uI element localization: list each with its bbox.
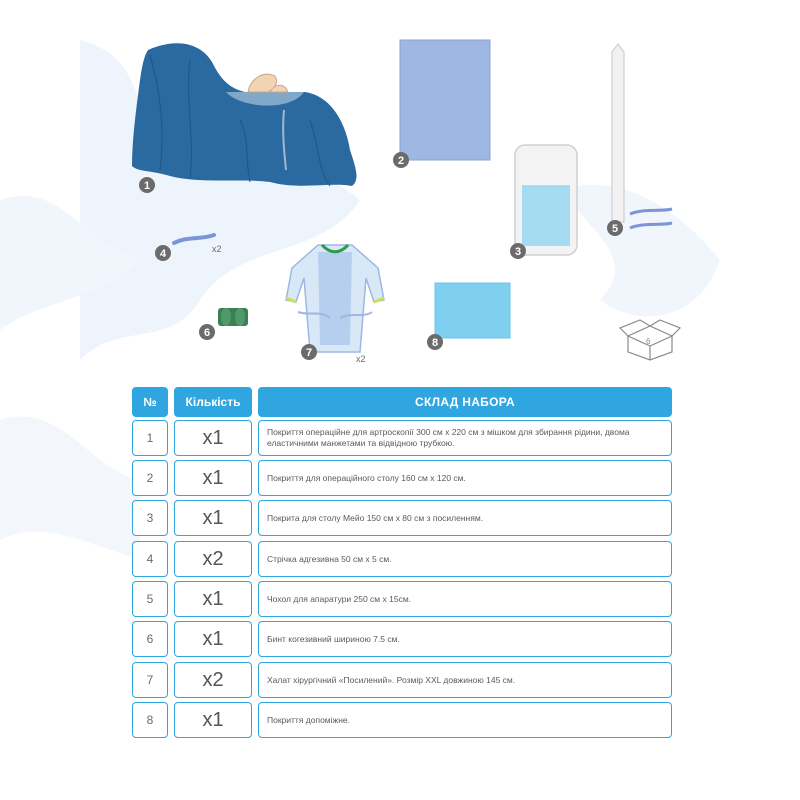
svg-text:2: 2 bbox=[397, 155, 405, 167]
table-row bbox=[132, 662, 672, 698]
svg-text:8: 8 bbox=[431, 337, 439, 349]
row-num: 5 bbox=[132, 581, 168, 617]
surgical-gown-icon bbox=[286, 245, 384, 364]
bandage-icon bbox=[218, 308, 248, 326]
row-description: Чохол для апаратури 250 см х 15см. bbox=[258, 581, 672, 617]
row-qty: x1 bbox=[174, 702, 252, 738]
table-row bbox=[132, 420, 672, 456]
svg-text:1: 1 bbox=[143, 180, 151, 192]
table-row bbox=[132, 541, 672, 577]
header-num: № bbox=[132, 387, 168, 417]
row-description: Стрічка адгезивна 50 см х 5 см. bbox=[258, 541, 672, 577]
svg-text:6: 6 bbox=[646, 337, 651, 346]
row-description: Покрита для столу Мейо 150 см х 80 см з посиленням. bbox=[258, 500, 672, 536]
badge-1 bbox=[139, 177, 155, 193]
row-num: 1 bbox=[132, 420, 168, 456]
table-row bbox=[132, 702, 672, 738]
row-description: Покриття для операційного столу 160 см х 120 см. bbox=[258, 460, 672, 496]
box-icon bbox=[620, 320, 680, 360]
kit-illustrations bbox=[0, 0, 800, 390]
row-qty: x1 bbox=[174, 621, 252, 657]
row-description: Покриття операційне для артроскопії 300 см х 220 см з мішком для збирання рідини, двома еластичними манжетами та відвідною трубкою. bbox=[258, 420, 672, 456]
table-cover-icon bbox=[400, 40, 490, 160]
row-qty: x1 bbox=[174, 581, 252, 617]
header-qty: Кількість bbox=[174, 387, 252, 417]
row-num: 2 bbox=[132, 460, 168, 496]
table-row bbox=[132, 581, 672, 617]
badge-2 bbox=[393, 152, 409, 168]
adhesive-tape-icon bbox=[174, 235, 222, 254]
row-qty: x1 bbox=[174, 500, 252, 536]
badge-3 bbox=[510, 243, 526, 259]
svg-text:x2: x2 bbox=[212, 244, 222, 254]
row-description: Халат хірургічний «Посилений». Розмір XXL довжиною 145 см. bbox=[258, 662, 672, 698]
svg-text:6: 6 bbox=[203, 327, 211, 339]
row-num: 3 bbox=[132, 500, 168, 536]
table-row bbox=[132, 621, 672, 657]
mayo-cover-icon bbox=[515, 145, 577, 255]
row-description: Бинт когезивний шириною 7.5 см. bbox=[258, 621, 672, 657]
row-qty: x1 bbox=[174, 460, 252, 496]
arthroscopy-drape-icon bbox=[132, 43, 356, 186]
badge-6 bbox=[199, 324, 215, 340]
row-qty: x2 bbox=[174, 541, 252, 577]
svg-text:4: 4 bbox=[159, 248, 167, 260]
auxiliary-cover-icon bbox=[435, 283, 510, 338]
svg-text:x2: x2 bbox=[356, 354, 366, 364]
svg-text:7: 7 bbox=[305, 347, 313, 359]
row-qty: x1 bbox=[174, 420, 252, 456]
svg-text:3: 3 bbox=[514, 246, 522, 258]
badge-7 bbox=[301, 344, 317, 360]
row-num: 7 bbox=[132, 662, 168, 698]
badge-5 bbox=[607, 220, 623, 236]
row-description: Покриття допоміжне. bbox=[258, 702, 672, 738]
badge-4 bbox=[155, 245, 171, 261]
row-num: 4 bbox=[132, 541, 168, 577]
table-row bbox=[132, 460, 672, 496]
header-content: СКЛАД НАБОРА bbox=[258, 387, 672, 417]
table-header-row bbox=[132, 387, 672, 417]
row-num: 6 bbox=[132, 621, 168, 657]
row-num: 8 bbox=[132, 702, 168, 738]
svg-text:5: 5 bbox=[611, 223, 619, 235]
equipment-cover-icon bbox=[612, 44, 672, 228]
table-row bbox=[132, 500, 672, 536]
badge-8 bbox=[427, 334, 443, 350]
row-qty: x2 bbox=[174, 662, 252, 698]
